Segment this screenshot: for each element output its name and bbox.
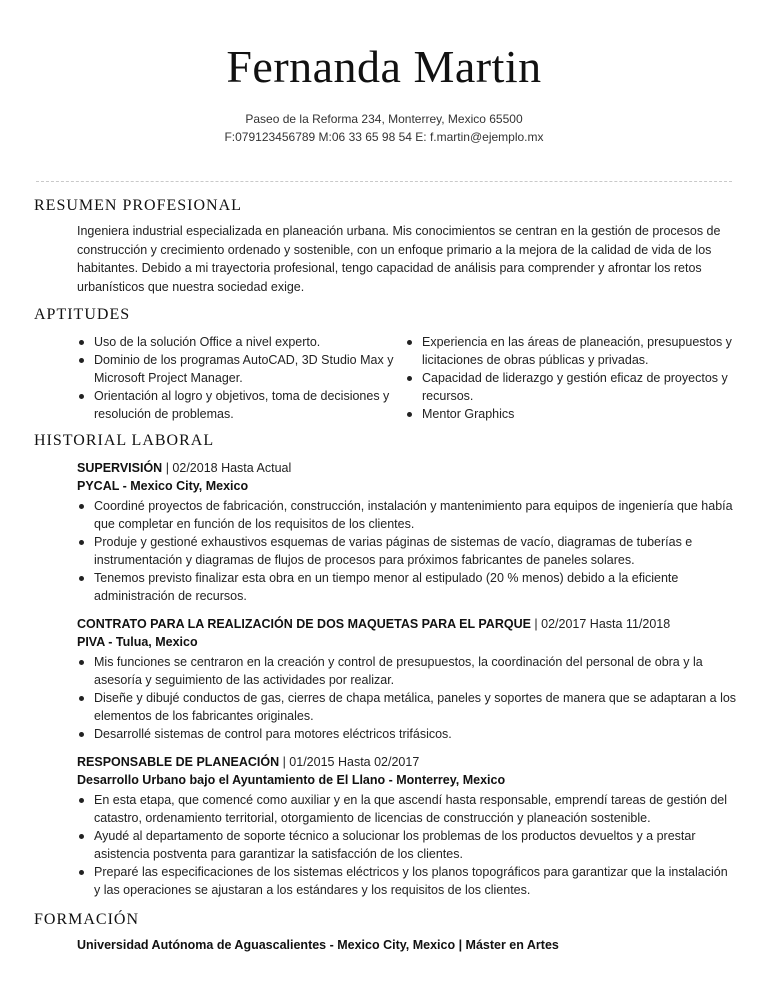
section-title-work: HISTORIAL LABORAL <box>34 432 215 449</box>
section-title-education: FORMACIÓN <box>34 911 140 928</box>
skills-right-column <box>405 333 740 423</box>
job-bullet: Coordiné proyectos de fabricación, construcción, instalación y mantenimiento para equipos de ingeniería que había que completar en función de los requisitos de los clientes. <box>77 497 737 533</box>
job-dates: | 02/2018 Hasta Actual <box>162 461 292 475</box>
skill-item: Experiencia en las áreas de planeación, presupuestos y licitaciones de obras públicas y privadas. <box>405 333 740 369</box>
job-bullet: Ayudé al departamento de soporte técnico a solucionar los problemas de los productos devueltos y a prestar asistencia postventa para garantizar la satisfacción de los clientes. <box>77 827 737 863</box>
job-company: PIVA - Tulua, Mexico <box>77 635 198 649</box>
skill-item: Capacidad de liderazgo y gestión eficaz de proyectos y recursos. <box>405 369 740 405</box>
header-divider <box>36 181 732 182</box>
job-entry <box>77 615 737 743</box>
section-title-summary: RESUMEN PROFESIONAL <box>34 197 242 214</box>
skills-left-column <box>77 333 397 423</box>
job-dates: | 02/2017 Hasta 11/2018 <box>530 617 671 631</box>
job-company: PYCAL - Mexico City, Mexico <box>77 479 249 493</box>
job-bullet: En esta etapa, que comencé como auxiliar y en la que ascendí hasta responsable, emprendí tareas de gestión del catastro, ordenamiento territorial, otorgamiento de licencias de construcción y planeación sostenible. <box>77 791 737 827</box>
skill-item: Orientación al logro y objetivos, toma de decisiones y resolución de problemas. <box>77 387 397 423</box>
job-role: RESPONSABLE DE PLANEACIÓN <box>77 755 280 769</box>
job-role: SUPERVISIÓN <box>77 461 163 475</box>
job-bullet: Diseñe y dibujé conductos de gas, cierres de chapa metálica, paneles y soportes de manera que se adaptaran a los elementos de los fabricantes originales. <box>77 689 737 725</box>
job-entry <box>77 753 737 899</box>
job-dates: | 01/2015 Hasta 02/2017 <box>279 755 420 769</box>
job-bullet: Mis funciones se centraron en la creación y control de presupuestos, la coordinación del personal de obra y la asesoría y seguimiento de las actividades por realizar. <box>77 653 737 689</box>
job-entry <box>77 459 737 605</box>
summary-text: Ingeniera industrial especializada en planeación urbana. Mis conocimientos se centran en la gestión de procesos de construcción y crecimiento ordenado y sostenible, con un enfoque primario a la mejora de la calidad de vida de los habitantes. Debido a mi trayectoria profesional, tengo capacidad de análisis para comprender y afrontar los retos urbanísticos que nuestra sociedad exige. <box>77 224 721 294</box>
job-header <box>77 459 737 477</box>
skill-item: Mentor Graphics <box>405 405 740 423</box>
education-entry: Universidad Autónoma de Aguascalientes - Mexico City, Mexico | Máster en Artes <box>77 938 559 952</box>
job-company: Desarrollo Urbano bajo el Ayuntamiento de El Llano - Monterrey, Mexico <box>77 773 506 787</box>
job-bullet: Produje y gestioné exhaustivos esquemas de varias páginas de sistemas de vacío, diagramas de tuberías e instrumentación y diagramas de flujos de procesos para próximos fabricantes de paneles solares. <box>77 533 737 569</box>
job-bullet: Desarrollé sistemas de control para motores eléctricos trifásicos. <box>77 725 737 743</box>
job-header <box>77 753 737 771</box>
contact-address: Paseo de la Reforma 234, Monterrey, Mexico 65500 <box>245 112 523 126</box>
job-bullet: Tenemos previsto finalizar esta obra en un tiempo menor al estipulado (20 % menos) debido a la eficiente administración de recursos. <box>77 569 737 605</box>
contact-phones-email: F:079123456789 M:06 33 65 98 54 E: f.martin@ejemplo.mx <box>224 130 544 144</box>
candidate-name: Fernanda Martin <box>226 41 542 92</box>
job-role: CONTRATO PARA LA REALIZACIÓN DE DOS MAQUETAS PARA EL PARQUE <box>77 617 531 631</box>
skill-item: Uso de la solución Office a nivel experto. <box>77 333 397 351</box>
job-bullet: Preparé las especificaciones de los sistemas eléctricos y los planos topográficos para garantizar que la instalación y las operaciones se ajustaran a los estándares y los requisitos de los clientes. <box>77 863 737 899</box>
section-title-skills: APTITUDES <box>34 306 131 323</box>
job-header <box>77 615 737 633</box>
skill-item: Dominio de los programas AutoCAD, 3D Studio Max y Microsoft Project Manager. <box>77 351 397 387</box>
